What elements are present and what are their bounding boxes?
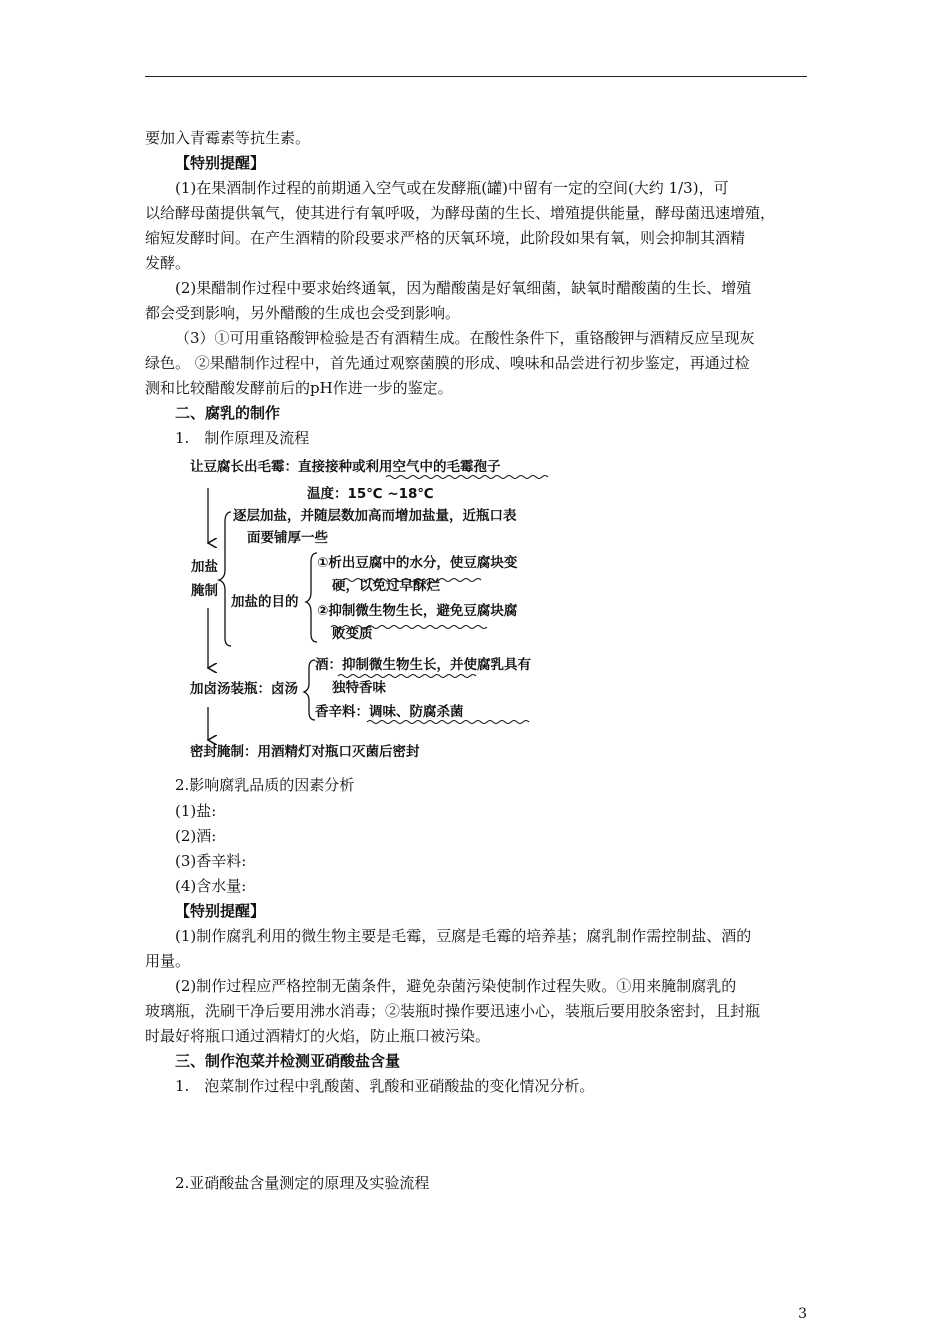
- paragraph-line: 1. 制作原理及流程: [175, 429, 310, 447]
- diagram-purpose-2a: ②抑制微生物生长，避免豆腐块腐: [317, 603, 518, 619]
- diagram-wine-a: 酒：抑制微生物生长，并使腐乳具有: [315, 657, 531, 673]
- diagram-temperature: 温度：15℃ ~18℃: [307, 486, 434, 502]
- paragraph-line: 测和比较醋酸发酵前后的pH作进一步的鉴定。: [145, 379, 453, 397]
- diagram-purpose-1b: 硬，以免过早酥烂: [332, 578, 440, 594]
- section-heading: 【特别提醒】: [175, 154, 266, 172]
- diagram-step-3: 加卤汤装瓶：卤汤: [190, 681, 298, 697]
- diagram-purpose-2b: 败变质: [332, 626, 373, 642]
- sufu-process-diagram: [175, 450, 595, 770]
- paragraph-line: 2.亚硝酸盐含量测定的原理及实验流程: [175, 1174, 430, 1192]
- section-heading: 二、腐乳的制作: [175, 404, 281, 422]
- paragraph-line: 用量。: [145, 952, 191, 970]
- paragraph-line: 要加入青霉素等抗生素。: [145, 129, 311, 147]
- page-number: 3: [798, 1306, 807, 1322]
- list-item: (3)香辛料:: [175, 852, 247, 870]
- paragraph-line: 2.影响腐乳品质的因素分析: [175, 776, 355, 794]
- paragraph-line: 以给酵母菌提供氧气，使其进行有氧呼吸，为酵母菌的生长、增殖提供能量，酵母菌迅速增殖，: [145, 204, 776, 222]
- section-heading: 三、制作泡菜并检测亚硝酸盐含量: [175, 1052, 401, 1070]
- paragraph-line: 1. 泡菜制作过程中乳酸菌、乳酸和亚硝酸盐的变化情况分析。: [175, 1077, 595, 1095]
- diagram-step-1: 让豆腐长出毛霉：直接接种或利用空气中的毛霉孢子: [190, 459, 501, 475]
- header-rule: [145, 76, 807, 77]
- diagram-salt-method-line1: 逐层加盐，并随层数加高而增加盐量，近瓶口表: [233, 508, 517, 524]
- paragraph-line: 绿色。 ②果醋制作过程中，首先通过观察菌膜的形成、嗅味和品尝进行初步鉴定，再通过检: [145, 354, 750, 372]
- paragraph-line: (2)制作过程应严格控制无菌条件，避免杂菌污染使制作过程失败。①用来腌制腐乳的: [175, 977, 737, 995]
- list-item: (1)盐:: [175, 802, 217, 820]
- list-item: (2)酒:: [175, 827, 217, 845]
- diagram-step-2b: 腌制: [191, 583, 218, 599]
- diagram-step-4: 密封腌制：用酒精灯对瓶口灭菌后密封: [190, 744, 420, 760]
- paragraph-line: 时最好将瓶口通过酒精灯的火焰，防止瓶口被污染。: [145, 1027, 491, 1045]
- paragraph-line: 都会受到影响，另外醋酸的生成也会受到影响。: [145, 304, 461, 322]
- paragraph-line: 缩短发酵时间。在产生酒精的阶段要求严格的厌氧环境，此阶段如果有氧，则会抑制其酒精: [145, 229, 746, 247]
- paragraph-line: （3）①可用重铬酸钾检验是否有酒精生成。在酸性条件下，重铬酸钾与酒精反应呈现灰: [175, 329, 755, 347]
- paragraph-line: (2)果醋制作过程中要求始终通氧，因为醋酸菌是好氧细菌，缺氧时醋酸菌的生长、增殖: [175, 279, 752, 297]
- diagram-wine-b: 独特香味: [332, 680, 386, 696]
- paragraph-line: 发酵。: [145, 254, 191, 272]
- paragraph-line: (1)在果酒制作过程的前期通入空气或在发酵瓶(罐)中留有一定的空间(大约 1/3)，可: [175, 179, 729, 197]
- diagram-step-2a: 加盐: [191, 559, 218, 575]
- paragraph-line: 玻璃瓶，洗刷干净后要用沸水消毒；②装瓶时操作要迅速小心，装瓶后要用胶条密封，且封瓶: [145, 1002, 761, 1020]
- list-item: (4)含水量:: [175, 877, 247, 895]
- diagram-purpose-label: 加盐的目的: [231, 594, 299, 610]
- diagram-salt-method-line2: 面要铺厚一些: [247, 530, 328, 546]
- section-heading: 【特别提醒】: [175, 902, 266, 920]
- diagram-purpose-1a: ①析出豆腐中的水分，使豆腐块变: [317, 555, 518, 571]
- paragraph-line: (1)制作腐乳利用的微生物主要是毛霉，豆腐是毛霉的培养基；腐乳制作需控制盐、酒的: [175, 927, 752, 945]
- diagram-spice: 香辛料：调味、防腐杀菌: [315, 704, 464, 720]
